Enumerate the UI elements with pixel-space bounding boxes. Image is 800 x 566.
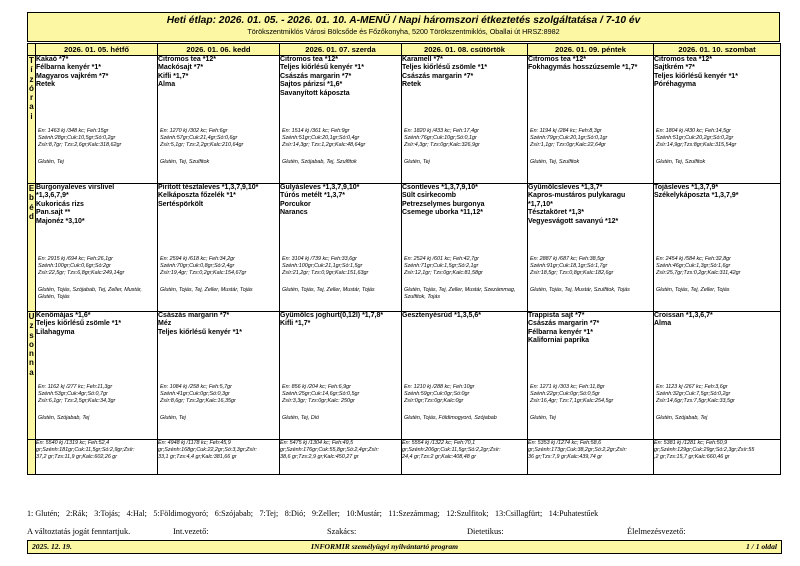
- nutrition-line: Zsír:25,7gr;Tzs:0,2gr;Kalc:311,42gr: [656, 269, 741, 276]
- dietitian-signature-label: Dietetikus:: [467, 527, 504, 536]
- daily-total-line: gr;Szénh:173gr;Cuk:38,2gr;Só:2,2gr;Zsír:: [528, 447, 627, 453]
- nutrition-line: Szénh:91gr;Cuk:18,1gr;Só:1,7gr: [530, 262, 608, 269]
- allergen-legend-item: 4:Hal;: [126, 509, 147, 518]
- daily-total-line: En: 5540 kj /1319 kc; Feh:52,4: [36, 440, 110, 446]
- dish-name: Trappista sajt *7*: [528, 312, 585, 319]
- dish-name: Teljes kiőrlésű kenyér *1*: [158, 328, 242, 336]
- allergen-legend-item: 5:Földimogyoró;: [153, 509, 209, 518]
- nutrition-line: Zsír:1,1gr; Tzs:0gr;Kalc:22,64gr: [530, 141, 606, 148]
- dish-name: Félbarna kenyér *1*: [528, 328, 593, 336]
- nutrition-info: [282, 128, 400, 148]
- dish-name: Savanyított káposzta: [280, 89, 350, 97]
- allergen-legend-item: 14:Puhatestűek: [548, 509, 599, 518]
- daily-total-line: En: 4948 kj /1178 kc; Feh:45,9: [158, 440, 231, 446]
- dish-name: Sertéspörkölt: [158, 200, 204, 208]
- nutrition-info: [38, 256, 156, 276]
- allergen-list: Glutén, Tej: [160, 415, 186, 421]
- dish-name: Császás margarin *7*: [280, 72, 352, 80]
- daily-total-line: ,2 gr;Tzs:15,7 gr;Kalc:660,46 gr: [654, 454, 730, 460]
- dish-name: Gyümölcs joghurt(0,12l) *1,7,8*: [280, 312, 384, 319]
- dish-name: Pirított tésztaleves *1,3,7,9,10*: [158, 184, 259, 191]
- daily-total-cell: [402, 440, 528, 475]
- menu-cell: [36, 312, 158, 440]
- menu-cell: [654, 312, 781, 440]
- menu-cell: [280, 184, 402, 312]
- allergen-legend-item: 1: Glutén;: [27, 509, 60, 518]
- daily-total-line: 37,2 gr;Tzs:11,9 gr;Kalc:602,26 gr: [36, 454, 118, 460]
- nutrition-info: [656, 128, 779, 148]
- nutrition-info: [160, 256, 278, 276]
- dish-name: Kenőmájas *1,6*: [36, 312, 91, 319]
- day-header: 2026. 01. 09. péntek: [528, 44, 654, 56]
- daily-total-line: gr;Szénh:129gr;Cuk:29gr;Só:2,3gr;Zsír:55: [654, 447, 755, 453]
- dish-name: Kapros-mustáros pulykaragu: [528, 192, 626, 200]
- allergen-list: Glutén, Tej, Szulfitok: [656, 159, 706, 165]
- dish-name: Teljes kiőrlésű zsömle *1*: [36, 320, 122, 328]
- dish-name: Császás margarin *7*: [528, 320, 600, 328]
- menu-cell: [280, 56, 402, 184]
- dish-name: Porcukor: [280, 200, 311, 208]
- allergen-list: Glutén, Tojás, Tej, Zeller, Mustár, Tojás: [282, 287, 375, 293]
- weekly-menu-table: [27, 43, 781, 475]
- nutrition-line: En: 1463 kj /348 kc; Feh:15gr: [38, 128, 109, 134]
- meal-row: [28, 312, 781, 440]
- allergen-legend-item: 3:Tojás;: [94, 509, 121, 518]
- dish-name: Gulyásleves *1,3,7,9,10*: [280, 184, 360, 191]
- nutrition-info: [282, 384, 400, 404]
- dish-name: Császás margarin *7*: [158, 312, 230, 319]
- dish-name: Teljes kiőrlésű zsömle *1*: [402, 64, 488, 72]
- allergen-legend-item: 9:Zeller;: [311, 509, 340, 518]
- dish-name: Kifli *1,7*: [158, 72, 189, 80]
- meal-label: U z s o n n a: [28, 312, 36, 440]
- allergen-legend-item: 10:Mustár;: [346, 509, 382, 518]
- daily-total-cell: [654, 440, 781, 475]
- daily-total-line: En: 5554 kj /1322 kc; Feh:70,1: [402, 440, 476, 446]
- nutrition-line: Szénh:41gr;Cuk:0gr;Só:0,3gr: [160, 390, 230, 397]
- allergen-list: Glutén, Tej, Dió: [282, 415, 319, 421]
- allergen-list: Glutén, Szójabab, Tej: [656, 415, 708, 421]
- nutrition-line: En: 1271 kj /303 kc; Feh:11,8gr: [530, 384, 605, 390]
- nutrition-line: Zsír:21,2gr; Tzs:0,9gr;Kalc:151,63gr: [282, 269, 369, 276]
- nutrition-line: Szénh:59gr;Cuk:0gr;Só:0gr: [404, 390, 470, 397]
- menu-cell: [528, 56, 654, 184]
- nutrition-line: En: 1084 kj /258 kc; Feh:5,7gr: [160, 384, 232, 390]
- dish-name: Narancs: [280, 209, 308, 217]
- daily-total-line: 33,1 gr;Tzs:4,4 gr;Kalc:381,66 gr: [158, 454, 237, 460]
- allergen-list: Glutén, Szójabab, Tej, Szulfitok: [282, 159, 357, 165]
- supply-manager-signature-label: Élelmezésvezető:: [627, 527, 686, 536]
- nutrition-line: Zsír:4,3gr; Tzs:0gr;Kalc:326,9gr: [404, 141, 480, 148]
- allergen-list: Glutén, Szójabab, Tej: [38, 415, 90, 421]
- dish-name: *1,7,10*: [528, 200, 553, 208]
- dish-name: Mackósajt *7*: [158, 64, 204, 72]
- dish-name: Teljes kiőrlésű kenyér *1*: [280, 64, 364, 72]
- daily-total-line: En: 5353 kj /1274 kc; Feh:58,6: [528, 440, 602, 446]
- dish-name: Karamell *7*: [402, 56, 443, 63]
- totals-label: [28, 440, 36, 475]
- nutrition-info: [404, 384, 526, 404]
- menu-sheet: [27, 12, 780, 475]
- dish-name: Pan.sajt **: [36, 209, 71, 217]
- allergen-legend-item: 8:Dió;: [284, 509, 306, 518]
- dish-name: Székelykáposzta *1,3,7,9*: [654, 192, 739, 200]
- dish-name: Citromos tea *12*: [654, 56, 712, 63]
- dish-name: *1,3,6,7,9*: [36, 192, 69, 200]
- corner-cell: [28, 44, 36, 56]
- dish-name: Alma: [654, 320, 672, 328]
- allergen-list: Glutén, Tojás, Tej, Mustár, Szulfitok, Tojás: [530, 287, 630, 293]
- daily-total-line: gr;Szénh:181gr;Cuk:11,5gr;Só:2,9gr;Zsír:: [36, 447, 135, 453]
- nutrition-line: En: 1804 kj /430 kc; Feh:14,5gr: [656, 128, 731, 134]
- allergen-list: Glutén, Tej: [38, 159, 64, 165]
- nutrition-line: Szénh:51gr;Cuk:20,2gr;Só:0,2gr: [656, 134, 734, 141]
- allergen-list: Glutén, Tej: [404, 159, 430, 165]
- nutrition-line: Zsír:16,4gr; Tzs:7,1gr;Kalc:254,5gr: [530, 397, 614, 404]
- nutrition-info: [530, 384, 652, 404]
- meal-label: E b é d: [28, 184, 36, 312]
- nutrition-line: En: 2454 kj /584 kc; Feh:32,8gr: [656, 256, 731, 262]
- daily-total-line: gr;Szénh:206gr;Cuk:11,5gr;Só:2,2gr;Zsír:: [402, 447, 501, 453]
- nutrition-line: Zsír:12,1gr; Tzs:0gr;Kalc:81,58gr: [404, 269, 483, 276]
- daily-total-line: 36 gr;Tzs:7,9 gr;Kalc:439,74 gr: [528, 454, 603, 460]
- allergen-legend: [27, 509, 605, 518]
- dish-name: Csontleves *1,3,7,9,10*: [402, 184, 478, 191]
- nutrition-line: En: 2524 kj /601 kc; Feh:42,7gr: [404, 256, 479, 262]
- nutrition-line: Szénh:32gr;Cuk:7,5gr;Só:0,2gr: [656, 390, 731, 397]
- daily-total-cell: [36, 440, 158, 475]
- nutrition-line: Zsír:22,5gr; Tzs:6,8gr;Kalc:249,14gr: [38, 269, 125, 276]
- meal-row: [28, 56, 781, 184]
- menu-cell: [158, 184, 280, 312]
- nutrition-line: Szénh:70gr;Cuk:0,8gr;Só:2,4gr: [160, 262, 235, 269]
- dish-name: Vegyesvágott savanyú *12*: [528, 217, 619, 225]
- allergen-legend-item: 6:Szójabab;: [214, 509, 253, 518]
- menu-cell: [528, 312, 654, 440]
- nutrition-line: En: 1162 kj /277 kc; Feh:11,3gr: [38, 384, 113, 390]
- nutrition-line: En: 2915 kj /694 kc; Feh:26,1gr: [38, 256, 113, 262]
- dish-name: Gyümölcsleves *1,3,7*: [528, 184, 603, 191]
- menu-cell: [654, 184, 781, 312]
- daily-totals-row: [28, 440, 781, 475]
- nutrition-line: En: 2887 kj /687 kc; Feh:38,5gr: [530, 256, 605, 262]
- dish-name: Sajtos párizsi *1,6*: [280, 81, 343, 89]
- nutrition-line: Szénh:28gr;Cuk:10,5gr;Só:0,2gr: [38, 134, 116, 141]
- nutrition-info: [530, 128, 652, 148]
- dish-name: Császás margarin *7*: [402, 72, 474, 80]
- daily-total-cell: [280, 440, 402, 475]
- allergen-list: Glutén, Tojás, Tej, Zeller, Tojás: [656, 287, 730, 293]
- nutrition-line: Zsír:14,6gr;Tzs:7,5gr;Kalc:33,5gr: [656, 397, 735, 404]
- dish-name: Gesztenyésrúd *1,3,5,6*: [402, 312, 481, 319]
- dish-name: Csemege uborka *11,12*: [402, 209, 483, 217]
- day-header: 2026. 01. 05. hétfő: [36, 44, 158, 56]
- menu-cell: [402, 184, 528, 312]
- allergen-legend-item: 2:Rák;: [66, 509, 88, 518]
- nutrition-line: En: 1194 kj /284 kc; Feh:8,3gr: [530, 128, 602, 134]
- nutrition-line: Szénh:71gr;Cuk:1,5gr;Só:2,1gr: [404, 262, 479, 269]
- daily-total-line: En: 5475 kj /1304 kc; Feh:49,5: [280, 440, 354, 446]
- nutrition-line: Szénh:100gr;Cuk:21,1gr;Só:1,5gr: [282, 262, 363, 269]
- allergen-list: Glutén, Tej, Szulfitok: [530, 159, 580, 165]
- meal-label: T í z ó r a i: [28, 56, 36, 184]
- nutrition-line: Zsír:8,6gr; Tzs:2gr;Kalc:16,35gr: [160, 397, 236, 404]
- nutrition-info: [404, 256, 526, 276]
- dish-name: Fokhagymás hosszúzsemle *1,7*: [528, 64, 638, 72]
- page-title: Heti étlap: 2026. 01. 05. - 2026. 01. 10. A-MENÜ / Napi háromszori étkeztetés szolgáltatása / 7-10 év: [166, 15, 641, 26]
- nutrition-info: [530, 256, 652, 276]
- nutrition-line: Zsír:14,9gr;Tzs:8gr;Kalc:315,54gr: [656, 141, 737, 148]
- dish-name: Póréhagyma: [654, 81, 697, 89]
- nutrition-line: Szénh:25gr;Cuk:14,6gr;Só:0,5gr: [282, 390, 360, 397]
- dish-name: Kelkáposzta főzelék *1*: [158, 192, 236, 200]
- allergen-list: Glutén, Tej, Szulfitok: [160, 159, 210, 165]
- menu-cell: [528, 184, 654, 312]
- day-header: 2026. 01. 06. kedd: [158, 44, 280, 56]
- dish-name: Petrezselymes burgonya: [402, 200, 485, 208]
- allergen-legend-item: 13:Csillagfürt;: [495, 509, 543, 518]
- allergen-list: Glutén, Tojás, Földimogyoró, Szójabab: [404, 415, 497, 421]
- dish-name: Citromos tea *12*: [158, 56, 216, 63]
- page-number: 1 / 1 oldal: [745, 542, 777, 551]
- menu-cell: [158, 56, 280, 184]
- dish-name: Kaliforniai paprika: [528, 337, 590, 345]
- dish-name: Magyaros vajkrém *7*: [36, 72, 109, 80]
- allergen-legend-item: 7:Tej;: [259, 509, 279, 518]
- nutrition-line: Szénh:57gr;Cuk:21,4gr;Só:0,6gr: [160, 134, 238, 141]
- daily-total-cell: [528, 440, 654, 475]
- dish-name: Retek: [36, 81, 56, 89]
- daily-total-cell: [158, 440, 280, 475]
- day-header: 2026. 01. 08. csütörtök: [402, 44, 528, 56]
- dish-name: Tojásleves *1,3,7,9*: [654, 184, 719, 191]
- dish-name: Kukoricás rizs: [36, 200, 84, 208]
- nutrition-line: En: 1514 kj /361 kc; Feh:9gr: [282, 128, 350, 134]
- chef-signature-label: Szakács:: [327, 527, 357, 536]
- daily-total-line: 24,4 gr;Tzs:2 gr;Kalc:408,48 gr: [402, 454, 477, 460]
- nutrition-info: [656, 256, 779, 276]
- dish-name: Teljes kiőrlésű kenyér *1*: [654, 72, 738, 80]
- nutrition-line: Zsír:19,4gr; Tzs:0,2gr;Kalc:154,67gr: [160, 269, 247, 276]
- dish-name: Kakaó *7*: [36, 56, 69, 63]
- menu-cell: [402, 312, 528, 440]
- allergen-legend-item: 12:Szulfitok;: [446, 509, 489, 518]
- dish-name: Méz: [158, 320, 172, 328]
- dish-name: Croissan *1,3,6,7*: [654, 312, 713, 319]
- nutrition-line: En: 856 kj /204 kc; Feh:6,9gr: [282, 384, 351, 390]
- nutrition-line: Szénh:22gr;Cuk:0gr;Só:0,5gr: [530, 390, 600, 397]
- reservation-note: A változtatás jogát fenntartjuk.: [27, 527, 131, 536]
- dish-name: Retek: [402, 81, 422, 89]
- nutrition-info: [404, 128, 526, 148]
- nutrition-line: Szénh:51gr;Cuk:20,1gr;Só:0,4gr: [282, 134, 360, 141]
- program-name: INFORMIR személyügyi nyilvántartó program: [311, 542, 459, 551]
- menu-cell: [36, 56, 158, 184]
- nutrition-line: En: 1270 kj /302 kc; Feh:6gr: [160, 128, 228, 134]
- daily-total-line: gr;Szénh:176gr;Cuk:55,8gr;Só:2,4gr;Zsír:: [280, 447, 379, 453]
- day-header: 2026. 01. 10. szombat: [654, 44, 781, 56]
- allergen-legend-item: 11:Szezámmag;: [388, 509, 440, 518]
- nutrition-line: Zsír:5,1gr; Tzs:2,2gr;Kalc:210,64gr: [160, 141, 244, 148]
- menu-cell: [36, 184, 158, 312]
- nutrition-line: En: 3104 kj /739 kc; Feh:33,6gr: [282, 256, 357, 262]
- nutrition-line: Zsír:0gr;Tzs:0gr;Kalc:0gr: [404, 397, 464, 404]
- day-header: 2026. 01. 07. szerda: [280, 44, 402, 56]
- allergen-list: Glutén, Tojás, Tej, Zeller, Mustár, Szezámmag, Szulfitok, Tojás: [404, 287, 516, 300]
- nutrition-info: [38, 384, 156, 404]
- menu-cell: [280, 312, 402, 440]
- nutrition-info: [656, 384, 779, 404]
- nutrition-line: En: 2594 kj /618 kc; Feh:34,2gr: [160, 256, 235, 262]
- menu-cell: [654, 56, 781, 184]
- dish-name: Félbarna kenyér *1*: [36, 64, 101, 72]
- dish-name: Majonéz *3,10*: [36, 217, 85, 225]
- nutrition-line: Szénh:46gr;Cuk:1,3gr;Só:1,6gr: [656, 262, 731, 269]
- allergen-list: Glutén, Tojás, Szójabab, Tej, Zeller, Mustár, Glutén, Tojás: [38, 287, 142, 300]
- nutrition-line: En: 1820 kj /433 kc; Feh:17,4gr: [404, 128, 479, 134]
- dish-name: Kifli *1,7*: [280, 320, 311, 328]
- nutrition-info: [160, 384, 278, 404]
- dish-name: Lilahagyma: [36, 328, 75, 336]
- nutrition-line: Zsír:6,1gr; Tzs:2,5gr;Kalc:34,3gr: [38, 397, 116, 404]
- nutrition-info: [282, 256, 400, 276]
- meal-row: [28, 184, 781, 312]
- nutrition-line: Zsír:14,3gr; Tzs:1,2gr;Kalc:48,64gr: [282, 141, 366, 148]
- signature-line: [27, 527, 780, 537]
- dish-name: Tésztaköret *1,3*: [528, 209, 585, 217]
- daily-total-line: gr;Szénh:168gr;Cuk:22,2gr;Só:3,3gr;Zsír:: [158, 447, 257, 453]
- nutrition-line: En: 1123 kj /267 kc; Feh:3,6gr: [656, 384, 728, 390]
- dish-name: Sült csirkecomb: [402, 192, 457, 200]
- allergen-list: Glutén, Tej: [530, 415, 556, 421]
- nutrition-line: Szénh:100gr;Cuk:0,6gr;Só:2gr: [38, 262, 111, 269]
- dish-name: Citromos tea *12*: [528, 56, 586, 63]
- nutrition-line: Zsír:8,7gr; Tzs:2,6gr;Kalc:318,62gr: [38, 141, 122, 148]
- dish-name: Burgonyaleves virslivel: [36, 184, 115, 191]
- nutrition-line: Szénh:79gr;Cuk:20,1gr;Só:0,1gr: [530, 134, 608, 141]
- menu-cell: [158, 312, 280, 440]
- daily-total-line: En: 5381 kj /1281 kc; Feh:50,9: [654, 440, 728, 446]
- nutrition-line: Szénh:76gr;Cuk:10gr;Só:0,1gr: [404, 134, 477, 141]
- allergen-list: Glutén, Tojás, Tej, Zeller, Mustár, Tojás: [160, 287, 253, 293]
- daily-total-line: 38,6 gr;Tzs:2,9 gr;Kalc:450,27 gr: [280, 454, 359, 460]
- print-date: 2025. 12. 19.: [32, 542, 72, 551]
- dish-name: Citromos tea *12*: [280, 56, 338, 63]
- title-bar: [27, 12, 780, 42]
- dish-name: Alma: [158, 81, 176, 89]
- nutrition-line: Zsír:18,5gr; Tzs:0,8gr;Kalc:182,6gr: [530, 269, 614, 276]
- dish-name: Sajtkrém *7*: [654, 64, 695, 72]
- director-signature-label: Int.vezető:: [173, 527, 209, 536]
- nutrition-info: [38, 128, 156, 148]
- nutrition-line: Zsír:3,3gr; Tzs:0gr;Kalc: 250gr: [282, 397, 355, 404]
- dish-name: Túrós metélt *1,3,7*: [280, 192, 345, 200]
- institution-address: Törökszentmiklós Városi Bölcsőde és Főzőkonyha, 5200 Törökszentmiklós, Oballai út HRSZ:8982: [247, 27, 560, 36]
- nutrition-line: Szénh:53gr;Cuk:4gr;Só:0,7gr: [38, 390, 108, 397]
- menu-cell: [402, 56, 528, 184]
- nutrition-info: [160, 128, 278, 148]
- nutrition-line: En: 1210 kj /288 kc; Feh:10gr: [404, 384, 475, 390]
- footer-bar: [27, 540, 782, 554]
